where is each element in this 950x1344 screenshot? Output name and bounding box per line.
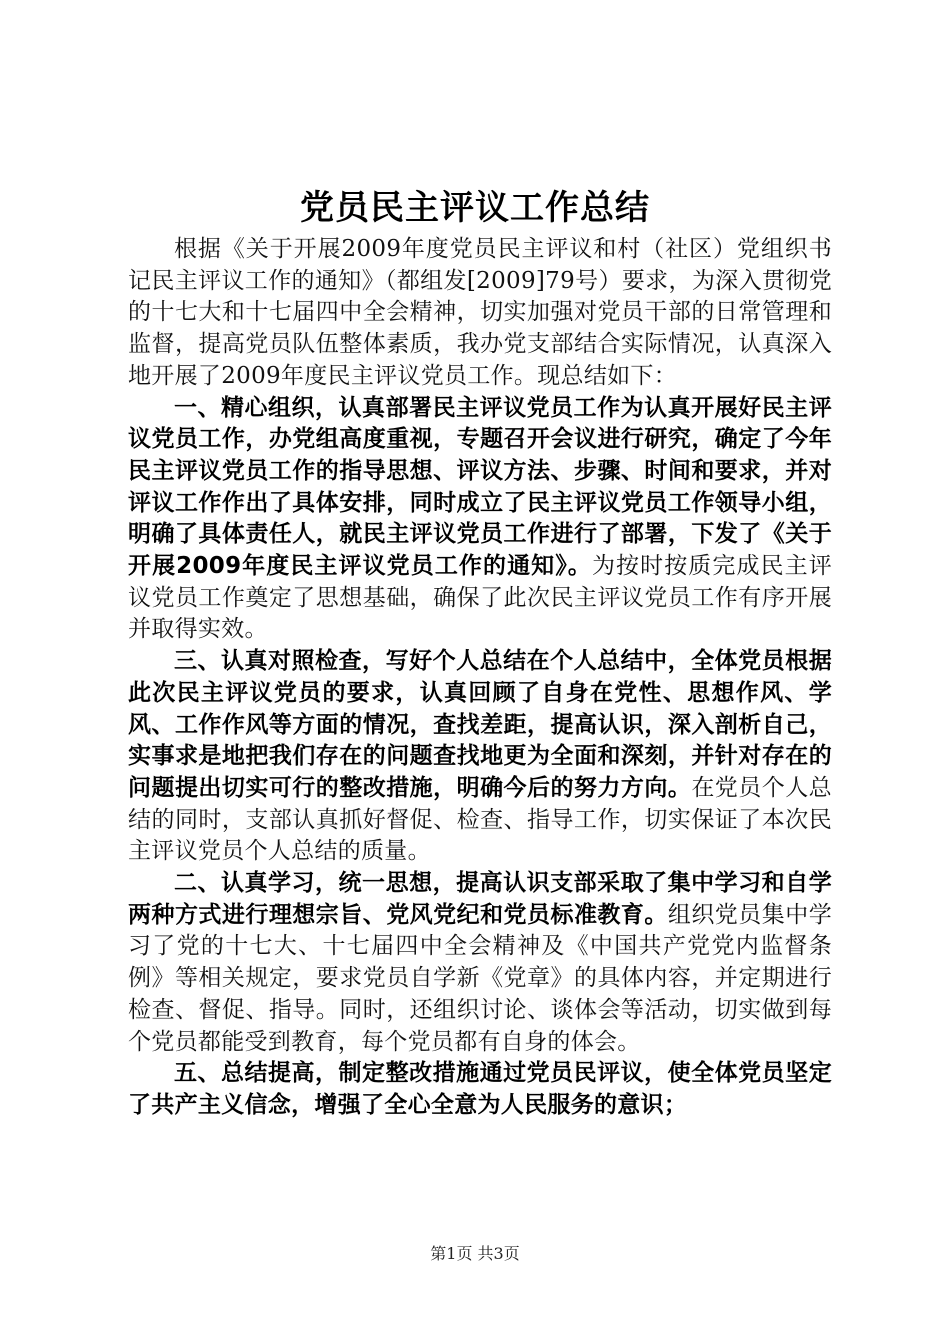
- section-body-1: 为按时按质完成民主评议党员工作奠定了思想基础，确保了此次民主评议党员工作有序开展并取得实效。: [128, 553, 832, 643]
- section-paragraph-3: [128, 646, 832, 868]
- intro-text: 根据《关于开展2009年度党员民主评议和村（社区）党组织书记民主评议工作的通知》（都组发[2009]79号）要求，为深入贯彻党的十七大和十七届四中全会精神，切实加强对党员干部的日常管理和监督，提高党员队伍整体素质，我办党支部结合实际情况，认真深入地开展了2009年度民主评议党员工作。现总结如下：: [128, 236, 832, 389]
- section-paragraph-1: [128, 393, 832, 647]
- section-heading-3: 三、认真对照检查，写好个人总结在个人总结中，全体党员根据此次民主评议党员的要求，认真回顾了自身在党性、思想作风、学风、工作作风等方面的情况，查找差距，提高认识，深入剖析自己，实事求是地把我们存在的问题查找地更为全面和深刻，并针对存在的问题提出切实可行的整改措施，明确今后的努力方向。: [128, 648, 832, 801]
- section-paragraph-2: [128, 868, 832, 1058]
- section-heading-1: 一、精心组织，认真部署民主评议党员工作为认真开展好民主评议党员工作，办党组高度重视，专题召开会议进行研究，确定了今年民主评议党员工作的指导思想、评议方法、步骤、时间和要求，并对评议工作作出了具体安排，同时成立了民主评议党员工作领导小组，明确了具体责任人，就民主评议党员工作进行了部署，下发了《关于开展2009年度民主评议党员工作的通知》。: [128, 394, 832, 580]
- intro-paragraph: [128, 234, 832, 393]
- document-body: [128, 234, 832, 1122]
- section-body-2: 组织党员集中学习了党的十七大、十七届四中全会精神及《中国共产党党内监督条例》等相关规定，要求党员自学新《党章》的具体内容，并定期进行检查、督促、指导。同时，还组织讨论、谈体会等活动，切实做到每个党员都能受到教育，每个党员都有自身的体会。: [128, 901, 832, 1055]
- page-title: 党员民主评议工作总结: [300, 188, 650, 228]
- section-heading-2: 二、认真学习，统一思想，提高认识支部采取了集中学习和自学两种方式进行理想宗旨、党风党纪和党员标准教育。: [128, 870, 832, 928]
- section-heading-5: 五、总结提高，制定整改措施通过党员民评议，使全体党员坚定了共产主义信念，增强了全心全意为人民服务的意识；: [128, 1060, 832, 1118]
- page-number-footer: 第1页 共3页: [430, 1244, 520, 1263]
- section-paragraph-5: [128, 1058, 832, 1121]
- section-body-3: 在党员个人总结的同时，支部认真抓好督促、检查、指导工作，切实保证了本次民主评议党员个人总结的质量。: [128, 774, 832, 865]
